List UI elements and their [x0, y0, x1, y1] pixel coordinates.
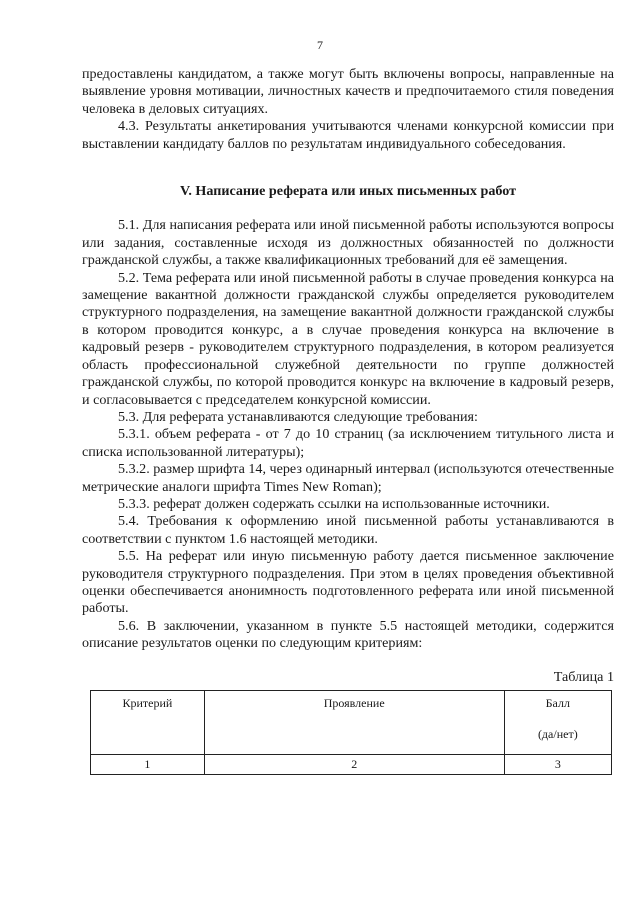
- paragraph-5-1: 5.1. Для написания реферата или иной письменной работы используются вопросы или задания, составленные исходя из должностных обязанностей по должности гражданской службы, а также квалификационных требований для её замещения.: [82, 217, 614, 269]
- table-header-row: [91, 691, 612, 755]
- table-caption: Таблица 1: [553, 668, 614, 685]
- paragraph-5-3-3: 5.3.3. реферат должен содержать ссылки на использованные источники.: [118, 495, 550, 512]
- paragraph-5-4: 5.4. Требования к оформлению иной письменной работы устанавливаются в соответствии с пунктом 1.6 настоящей методики.: [82, 513, 614, 547]
- header-criterion: Критерий: [91, 691, 205, 755]
- document-body: [82, 66, 614, 775]
- page-number: 7: [317, 38, 323, 52]
- paragraph-5-3: 5.3. Для реферата устанавливаются следующие требования:: [118, 408, 478, 425]
- header-score: [504, 691, 611, 755]
- table-row: [91, 755, 612, 775]
- paragraph-5-3-1: 5.3.1. объем реферата - от 7 до 10 страниц (за исключением титульного листа и списка использованной литературы);: [82, 426, 614, 460]
- paragraph-5-3-2: 5.3.2. размер шрифта 14, через одинарный интервал (используются отечественные метрические аналоги шрифта Times New Roman);: [82, 461, 614, 495]
- paragraph-5-2: 5.2. Тема реферата или иной письменной работы в случае проведения конкурса на замещение вакантной должности гражданской службы определяется руководителем структурного подразделения, на замещение вакантной должности гражданской службы в котором проводится конкурс, а в случае проведения конкурса на включение в кадровый резерв - руководителем структурного подразделения, в котором реализуется область профессиональной служебной деятельности по группе должностей гражданской службы, по которой проводится конкурс на включение в кадровый резерв, и согласовывается с председателем конкурсной комиссии.: [82, 269, 614, 408]
- criteria-table: [90, 690, 612, 775]
- paragraph-4-3: 4.3. Результаты анкетирования учитываются членами конкурсной комиссии при выставлении кандидату баллов по результатам индивидуального собеседования.: [82, 118, 614, 152]
- paragraph-continuation: предоставлены кандидатом, а также могут быть включены вопросы, направленные на выявление уровня мотивации, личностных качеств и предпочитаемого стиля поведения человека в деловых ситуациях.: [82, 66, 614, 117]
- paragraph-5-5: 5.5. На реферат или иную письменную работу дается письменное заключение руководителя структурного подразделения. При этом в целях проведения объективной оценки обеспечивается анонимность подготовленного реферата или иной письменной работы.: [82, 548, 614, 617]
- header-score-label: Балл: [545, 696, 570, 710]
- column-number-2: 2: [204, 755, 504, 775]
- paragraph-5-6: 5.6. В заключении, указанном в пункте 5.5 настоящей методики, содержится описание результатов оценки по следующим критериям:: [82, 617, 614, 652]
- header-manifestation: Проявление: [204, 691, 504, 755]
- column-number-1: 1: [91, 755, 205, 775]
- section-title: V. Написание реферата или иных письменных работ: [179, 183, 517, 200]
- column-number-3: 3: [504, 755, 611, 775]
- header-score-unit: (да/нет): [537, 727, 578, 742]
